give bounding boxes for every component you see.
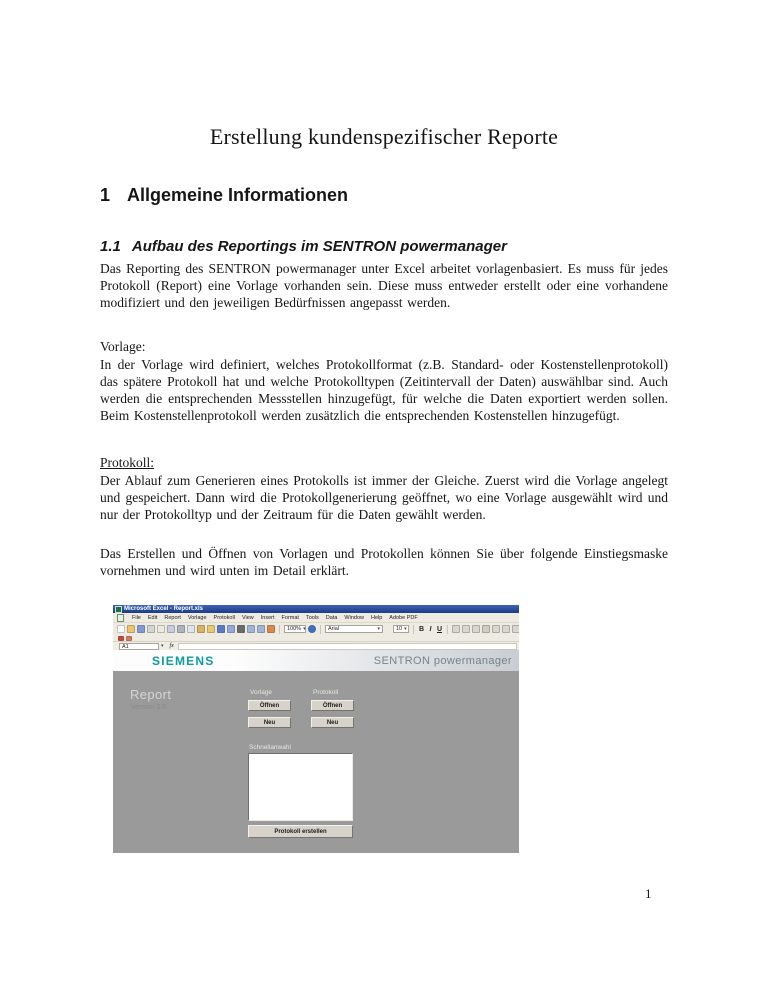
section-heading-1-1 bbox=[100, 238, 507, 255]
workbook-icon bbox=[117, 614, 124, 622]
excel-menubar bbox=[113, 613, 519, 623]
chevron-down-icon: ▾ bbox=[404, 626, 407, 632]
product-name: SENTRON powermanager bbox=[373, 655, 512, 667]
percent-icon[interactable] bbox=[502, 625, 510, 633]
protokoll-new-button[interactable]: Neu bbox=[311, 717, 354, 728]
quick-select-listbox[interactable] bbox=[248, 753, 353, 821]
excel-app-icon bbox=[115, 606, 122, 613]
toolbar-separator bbox=[279, 625, 280, 634]
chevron-down-icon: ▾ bbox=[377, 626, 380, 632]
font-size-combobox[interactable] bbox=[393, 625, 409, 633]
menu-item[interactable]: Insert bbox=[260, 614, 275, 621]
menu-item[interactable]: Adobe PDF bbox=[389, 614, 418, 621]
print-icon[interactable] bbox=[147, 625, 155, 633]
excel-formula-row bbox=[113, 642, 519, 650]
label-vorlage: Vorlage: bbox=[100, 339, 146, 354]
convert-to-pdf-icon[interactable] bbox=[118, 636, 124, 641]
excel-standard-toolbar bbox=[113, 623, 519, 635]
paste-icon[interactable] bbox=[197, 625, 205, 633]
excel-pdf-toolbar bbox=[113, 635, 519, 642]
format-painter-icon[interactable] bbox=[207, 625, 215, 633]
label-protokoll: Protokoll: bbox=[100, 455, 155, 470]
excel-screenshot bbox=[113, 605, 519, 853]
menu-item[interactable]: View bbox=[241, 614, 254, 621]
page-number: 1 bbox=[645, 886, 652, 901]
redo-icon[interactable] bbox=[227, 625, 235, 633]
spelling-icon[interactable] bbox=[167, 625, 175, 633]
protokoll-open-button[interactable]: Öffnen bbox=[311, 700, 354, 711]
chevron-down-icon: ▾ bbox=[303, 626, 306, 632]
document-title: Erstellung kundenspezifischer Reporte bbox=[209, 124, 559, 149]
quick-select-label: Schnellanwahl bbox=[249, 744, 291, 751]
section-number: 1 bbox=[100, 185, 111, 205]
copy-icon[interactable] bbox=[187, 625, 195, 633]
sheet-header-band bbox=[113, 650, 519, 671]
menu-item[interactable]: Edit bbox=[147, 614, 158, 621]
sort-descending-icon[interactable] bbox=[257, 625, 265, 633]
version-label: Version 3.0 bbox=[131, 704, 167, 711]
paragraph-closing: Das Erstellen und Öffnen von Vorlagen und Protokollen können Sie über folgende Einstiegsmaske vornehmen und wird unten im Detail erklärt. bbox=[100, 546, 668, 578]
chevron-down-icon[interactable]: ▾ bbox=[161, 643, 164, 649]
menu-item[interactable]: File bbox=[132, 614, 141, 621]
menu-item[interactable]: Protokoll bbox=[213, 614, 235, 621]
font-size-value: 10 bbox=[396, 626, 403, 632]
menu-item[interactable]: Report bbox=[164, 614, 181, 621]
undo-icon[interactable] bbox=[217, 625, 225, 633]
section-heading-1 bbox=[100, 185, 348, 206]
menu-item[interactable]: Window bbox=[344, 614, 364, 621]
toolbar-separator bbox=[447, 625, 448, 634]
siemens-logo: SIEMENS bbox=[152, 654, 215, 668]
vorlage-new-button[interactable]: Neu bbox=[248, 717, 291, 728]
italic-button[interactable]: I bbox=[429, 625, 432, 633]
formula-bar[interactable] bbox=[178, 643, 517, 650]
sort-ascending-icon[interactable] bbox=[247, 625, 255, 633]
save-icon[interactable] bbox=[137, 625, 145, 633]
subsection-number: 1.1 bbox=[100, 238, 121, 255]
autosum-icon[interactable] bbox=[237, 625, 245, 633]
align-center-icon[interactable] bbox=[462, 625, 470, 633]
help-icon[interactable] bbox=[308, 625, 316, 633]
merge-center-icon[interactable] bbox=[482, 625, 490, 633]
bold-button[interactable]: B bbox=[418, 625, 425, 633]
print-preview-icon[interactable] bbox=[157, 625, 165, 633]
underline-button[interactable]: U bbox=[436, 625, 443, 633]
name-box[interactable]: A1 bbox=[119, 643, 159, 650]
create-protokoll-button[interactable]: Protokoll erstellen bbox=[248, 825, 353, 838]
paragraph-vorlage: In der Vorlage wird definiert, welches Protokollformat (z.B. Standard- oder Kostenstellenprotokoll) das spätere Protokoll hat und welche Protokolltypen (Zeitintervall der Daten) auswählbar sind. Auch werden die entsprechenden Messstellen hinzugefügt, für welche die Daten exportiert werden sollen. Beim Kostenstellenprotokoll werden zusätzlich die entsprechenden Kostenstellen hinzugefügt. bbox=[100, 357, 668, 423]
subsection-heading-text: Aufbau des Reportings im SENTRON powermanager bbox=[131, 238, 507, 255]
vorlage-open-button[interactable]: Öffnen bbox=[248, 700, 291, 711]
font-name-value: Arial bbox=[328, 626, 340, 632]
menu-item[interactable]: Data bbox=[325, 614, 338, 621]
paragraph-intro: Das Reporting des SENTRON powermanager unter Excel arbeitet vorlagenbasiert. Es muss für jedes Protokoll (Report) eine Vorlage vorhanden sein. Diese muss entweder erstellt oder eine vorhandene modifiziert und den jeweiligen Bedürfnissen angepasst werden. bbox=[100, 261, 668, 310]
zoom-combobox[interactable] bbox=[284, 625, 306, 633]
font-name-combobox[interactable] bbox=[325, 625, 383, 633]
cut-icon[interactable] bbox=[177, 625, 185, 633]
function-icon[interactable]: fx bbox=[169, 643, 174, 649]
excel-titlebar bbox=[113, 605, 519, 613]
vorlage-group-label: Vorlage bbox=[250, 689, 273, 696]
new-file-icon[interactable] bbox=[117, 625, 125, 633]
pdf-settings-icon[interactable] bbox=[126, 636, 132, 641]
menu-item[interactable]: Vorlage bbox=[187, 614, 207, 621]
comma-style-icon[interactable] bbox=[512, 625, 519, 633]
menu-item[interactable]: Tools bbox=[305, 614, 319, 621]
open-folder-icon[interactable] bbox=[127, 625, 135, 633]
window-title: Microsoft Excel - Report.xls bbox=[124, 606, 204, 612]
menu-item[interactable]: Format bbox=[281, 614, 299, 621]
panel-title: Report bbox=[130, 687, 172, 702]
zoom-value: 100% bbox=[287, 626, 302, 632]
section-heading-text: Allgemeine Informationen bbox=[127, 185, 349, 205]
chart-wizard-icon[interactable] bbox=[267, 625, 275, 633]
align-left-icon[interactable] bbox=[452, 625, 460, 633]
paragraph-protokoll: Der Ablauf zum Generieren eines Protokolls ist immer der Gleiche. Zuerst wird die Vorlage angelegt und gespeichert. Dann wird die Protokollgenerierung geöffnet, wo eine Vorlage ausgewählt wird und nur der Protokolltyp und der Zeitraum für die Daten gewählt werden. bbox=[100, 473, 668, 522]
currency-icon[interactable] bbox=[492, 625, 500, 633]
align-right-icon[interactable] bbox=[472, 625, 480, 633]
protokoll-group-label: Protokoll bbox=[313, 689, 339, 696]
report-panel bbox=[113, 671, 519, 853]
toolbar-separator bbox=[320, 625, 321, 634]
toolbar-separator bbox=[413, 625, 414, 634]
menu-item[interactable]: Help bbox=[370, 614, 383, 621]
